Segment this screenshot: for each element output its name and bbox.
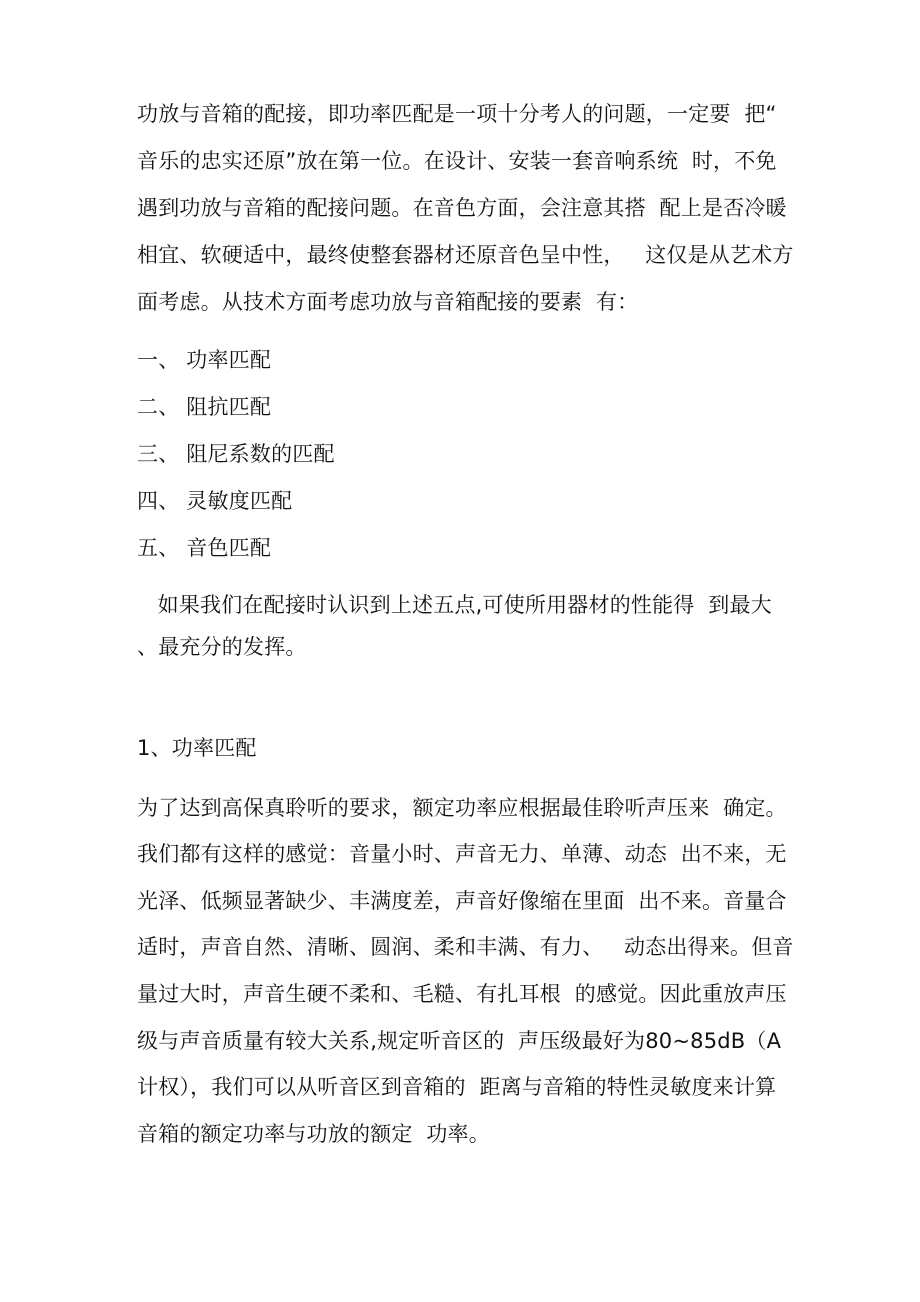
section-line: 适时，声音自然、清晰、圆润、柔和丰满、有力、 动态出得来。但音 bbox=[137, 935, 794, 959]
intro-line: 功放与音箱的配接，即功率匹配是一项十分考人的问题，一定要 把“ bbox=[137, 102, 777, 126]
section-line: 级与声音质量有较大关系,规定听音区的 声压级最好为80~85dB（A bbox=[137, 1029, 782, 1053]
intro-line: 音乐的忠实还原”放在第一位。在设计、安装一套音响系统 时，不免 bbox=[137, 149, 777, 173]
intro-line: 遇到功放与音箱的配接问题。在音色方面，会注意其搭 配上是否冷暖 bbox=[137, 196, 787, 220]
section-line: 光泽、低频显著缺少、丰满度差，声音好像缩在里面 出不来。音量合 bbox=[137, 889, 787, 913]
section-line: 为了达到高保真聆听的要求，额定功率应根据最佳聆听声压来 确定。 bbox=[137, 796, 787, 820]
list-item: 五、 音色匹配 bbox=[137, 536, 272, 560]
section-line: 音箱的额定功率与功放的额定 功率。 bbox=[137, 1122, 490, 1146]
list-item: 二、 阻抗匹配 bbox=[137, 395, 272, 419]
section-heading: 1、功率匹配 bbox=[137, 736, 257, 760]
section-line: 量过大时，声音生硬不柔和、毛糙、有扎耳根 的感觉。因此重放声压 bbox=[137, 982, 787, 1006]
list-item: 三、 阻尼系数的匹配 bbox=[137, 442, 335, 466]
intro-line: 面考虑。从技术方面考虑功放与音箱配接的要素 有： bbox=[137, 290, 639, 314]
list-item: 一、 功率匹配 bbox=[137, 348, 272, 372]
section-line: 计权），我们可以从听音区到音箱的 距离与音箱的特性灵敏度来计算 bbox=[137, 1075, 777, 1099]
section-line: 我们都有这样的感觉：音量小时、声音无力、单薄、动态 出不来，无 bbox=[137, 842, 787, 866]
conclusion-line: 、最充分的发挥。 bbox=[137, 635, 307, 659]
intro-line: 相宜、软硬适中，最终使整套器材还原音色呈中性， 这仅是从艺术方 bbox=[137, 243, 794, 267]
list-item: 四、 灵敏度匹配 bbox=[137, 489, 293, 513]
conclusion-line: 如果我们在配接时认识到上述五点,可使所用器材的性能得 到最大 bbox=[137, 593, 772, 617]
